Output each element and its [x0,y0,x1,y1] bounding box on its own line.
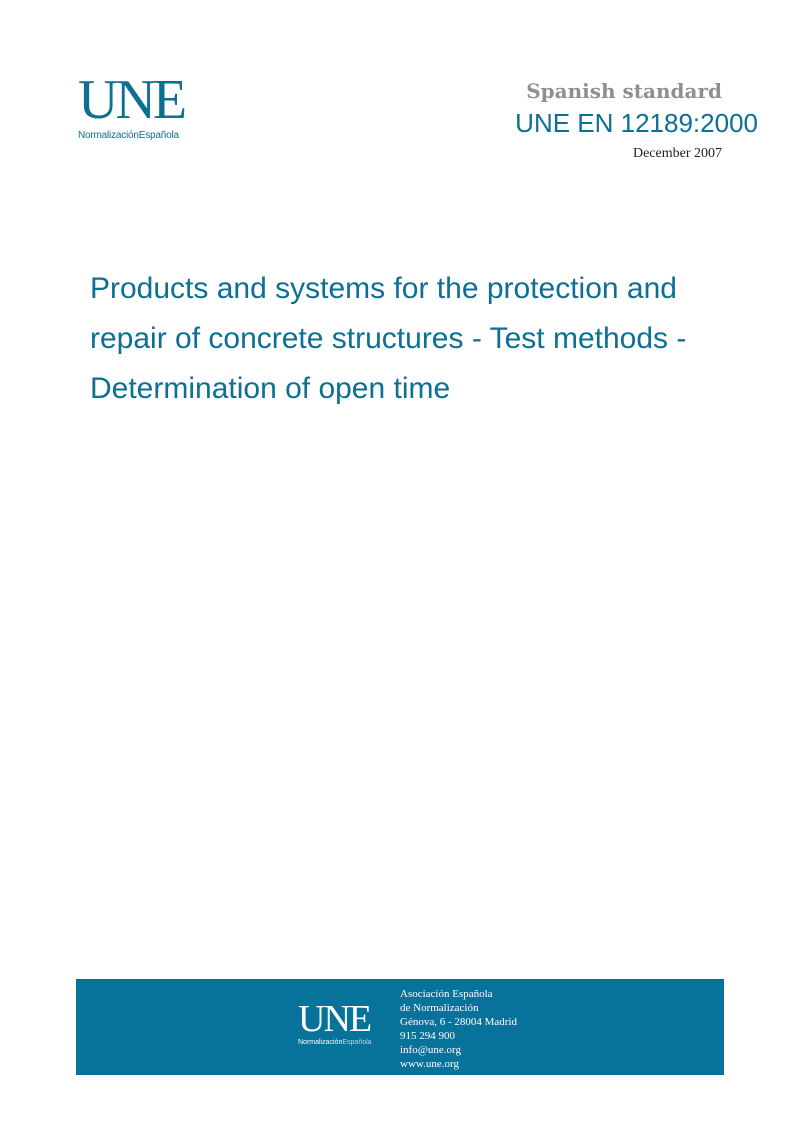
logo-subtitle: NormalizaciónEspañola [78,130,179,141]
standard-date: December 2007 [632,146,722,161]
standard-code: UNE EN 12189:2000 [515,108,758,138]
org-phone: 915 294 900 [400,1030,455,1042]
footer-logo-subtitle: NormalizaciónEspañola [298,1039,372,1046]
logo-mark: UNE [78,69,185,131]
footer-logo-mark: UNE [298,998,371,1040]
org-name-line-1: Asociación Española [400,988,493,1000]
org-name-line-2: de Normalización [400,1002,479,1014]
standard-header [515,78,758,164]
document-title: Products and systems for the protection and repair of concrete structures - Test methods - Determination of open time [90,272,687,405]
footer-contact [400,987,517,1071]
footer-logo [298,998,372,1046]
org-email[interactable]: info@une.org [400,1044,461,1056]
footer-banner [76,979,724,1075]
org-website[interactable]: www.une.org [400,1058,459,1070]
une-logo [78,69,198,144]
standard-type: Spanish standard [526,79,722,103]
org-address: Génova, 6 - 28004 Madrid [400,1016,518,1028]
